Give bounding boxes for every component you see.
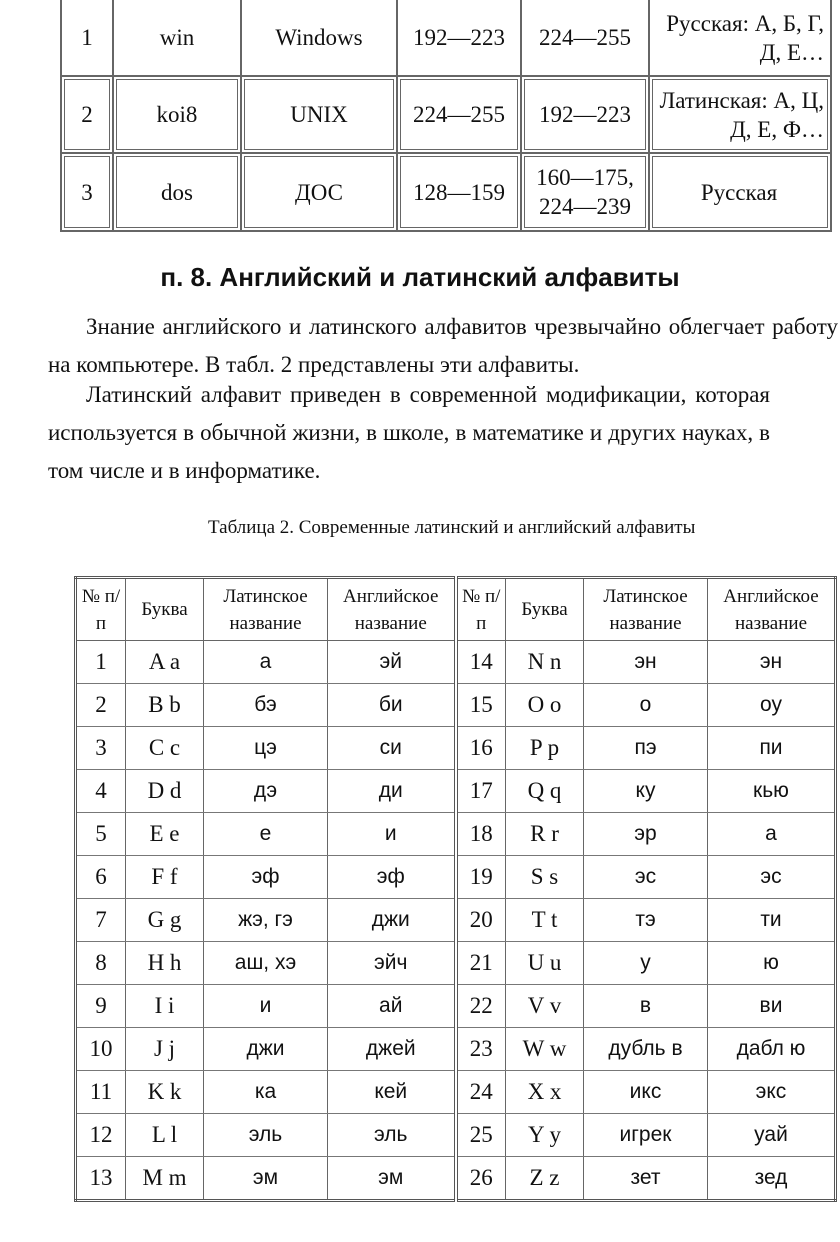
table-row	[76, 899, 836, 942]
letter: A a	[126, 641, 204, 684]
latin-name: ку	[584, 770, 708, 813]
english-name: экс	[708, 1071, 836, 1114]
latin-name: а	[204, 641, 328, 684]
header-english-2: Английское название	[708, 578, 836, 641]
row-num: 1	[76, 641, 126, 684]
table-row	[76, 856, 836, 899]
english-name: ди	[328, 770, 456, 813]
english-name: уай	[708, 1114, 836, 1157]
letter: O o	[506, 684, 584, 727]
table-row	[76, 1071, 836, 1114]
table-row	[76, 641, 836, 684]
row-num: 17	[456, 770, 506, 813]
letter: V v	[506, 985, 584, 1028]
encoding-num: 2	[61, 76, 113, 153]
header-row	[76, 578, 836, 641]
latin-name: жэ, гэ	[204, 899, 328, 942]
letter: W w	[506, 1028, 584, 1071]
english-name: эй	[328, 641, 456, 684]
header-num-2: № п/п	[456, 578, 506, 641]
latin-name: е	[204, 813, 328, 856]
row-num: 16	[456, 727, 506, 770]
header-num: № п/п	[76, 578, 126, 641]
latin-name: цэ	[204, 727, 328, 770]
english-name: пи	[708, 727, 836, 770]
letter: C c	[126, 727, 204, 770]
paragraph-2: Латинский алфавит приведен в современной модификации, которая используется в обычной жизни, в школе, в математике и других науках, в том числе и в информатике.	[48, 382, 770, 483]
english-name: оу	[708, 684, 836, 727]
row-num: 14	[456, 641, 506, 684]
section-heading: п. 8. Английский и латинский алфавиты	[160, 262, 680, 292]
encoding-num: 3	[61, 153, 113, 231]
latin-name: игрек	[584, 1114, 708, 1157]
english-name: джи	[328, 899, 456, 942]
table-row	[76, 770, 836, 813]
encoding-table	[60, 0, 832, 232]
encoding-code: koi8	[113, 76, 241, 153]
table-row	[76, 1157, 836, 1201]
letter: G g	[126, 899, 204, 942]
english-name: джей	[328, 1028, 456, 1071]
letter: D d	[126, 770, 204, 813]
latin-name: джи	[204, 1028, 328, 1071]
latin-name: эль	[204, 1114, 328, 1157]
row-num: 3	[76, 727, 126, 770]
english-name: зед	[708, 1157, 836, 1201]
row-num: 5	[76, 813, 126, 856]
latin-name: аш, хэ	[204, 942, 328, 985]
english-name: дабл ю	[708, 1028, 836, 1071]
alphabet-table-body	[76, 641, 836, 1201]
letter: I i	[126, 985, 204, 1028]
latin-name: о	[584, 684, 708, 727]
row-num: 19	[456, 856, 506, 899]
english-name: ти	[708, 899, 836, 942]
english-name: эйч	[328, 942, 456, 985]
row-num: 11	[76, 1071, 126, 1114]
letter: Z z	[506, 1157, 584, 1201]
letter: K k	[126, 1071, 204, 1114]
row-num: 10	[76, 1028, 126, 1071]
table-caption: Таблица 2. Современные латинский и английский алфавиты	[208, 517, 696, 538]
row-num: 26	[456, 1157, 506, 1201]
row-num: 8	[76, 942, 126, 985]
english-name: а	[708, 813, 836, 856]
letter: T t	[506, 899, 584, 942]
encoding-row	[61, 76, 831, 153]
latin-name: эф	[204, 856, 328, 899]
encoding-range-2: 224—255	[521, 0, 649, 76]
encoding-system: Windows	[241, 0, 397, 76]
header-english: Английское название	[328, 578, 456, 641]
letter: N n	[506, 641, 584, 684]
row-num: 23	[456, 1028, 506, 1071]
header-letter: Буква	[126, 578, 204, 641]
letter: X x	[506, 1071, 584, 1114]
latin-name: дубль в	[584, 1028, 708, 1071]
encoding-code: win	[113, 0, 241, 76]
letter: Y y	[506, 1114, 584, 1157]
latin-name: тэ	[584, 899, 708, 942]
header-letter-2: Буква	[506, 578, 584, 641]
encoding-row	[61, 0, 831, 76]
latin-name: эм	[204, 1157, 328, 1201]
encoding-range-1: 224—255	[397, 76, 521, 153]
encoding-alphabet: Русская	[649, 153, 831, 231]
latin-name: и	[204, 985, 328, 1028]
english-name: ай	[328, 985, 456, 1028]
encoding-num: 1	[61, 0, 113, 76]
row-num: 13	[76, 1157, 126, 1201]
encoding-range-1: 192—223	[397, 0, 521, 76]
letter: P p	[506, 727, 584, 770]
row-num: 7	[76, 899, 126, 942]
letter: E e	[126, 813, 204, 856]
row-num: 18	[456, 813, 506, 856]
letter: H h	[126, 942, 204, 985]
row-num: 9	[76, 985, 126, 1028]
encoding-system: ДОС	[241, 153, 397, 231]
table-row	[76, 813, 836, 856]
encoding-system: UNIX	[241, 76, 397, 153]
letter: U u	[506, 942, 584, 985]
english-name: кью	[708, 770, 836, 813]
english-name: эф	[328, 856, 456, 899]
encoding-range-2: 192—223	[521, 76, 649, 153]
letter: Q q	[506, 770, 584, 813]
english-name: би	[328, 684, 456, 727]
row-num: 22	[456, 985, 506, 1028]
latin-name: бэ	[204, 684, 328, 727]
header-latin-2: Латинское название	[584, 578, 708, 641]
english-name: ю	[708, 942, 836, 985]
english-name: эм	[328, 1157, 456, 1201]
letter: R r	[506, 813, 584, 856]
letter: F f	[126, 856, 204, 899]
row-num: 24	[456, 1071, 506, 1114]
header-latin: Латинское название	[204, 578, 328, 641]
row-num: 6	[76, 856, 126, 899]
encoding-range-1: 128—159	[397, 153, 521, 231]
english-name: ви	[708, 985, 836, 1028]
english-name: эс	[708, 856, 836, 899]
table-row	[76, 684, 836, 727]
table-row	[76, 1114, 836, 1157]
latin-name: у	[584, 942, 708, 985]
latin-name: в	[584, 985, 708, 1028]
table-row	[76, 985, 836, 1028]
letter: B b	[126, 684, 204, 727]
latin-name: эс	[584, 856, 708, 899]
letter: L l	[126, 1114, 204, 1157]
encoding-alphabet: Русская: А, Б, Г, Д, Е…	[649, 0, 831, 76]
encoding-alphabet: Латинская: А, Ц, Д, Е, Ф…	[649, 76, 831, 153]
english-name: и	[328, 813, 456, 856]
latin-name: зет	[584, 1157, 708, 1201]
encoding-code: dos	[113, 153, 241, 231]
english-name: эль	[328, 1114, 456, 1157]
english-name: эн	[708, 641, 836, 684]
encoding-row	[61, 153, 831, 231]
row-num: 21	[456, 942, 506, 985]
row-num: 25	[456, 1114, 506, 1157]
table-row	[76, 942, 836, 985]
letter: S s	[506, 856, 584, 899]
letter: M m	[126, 1157, 204, 1201]
alphabet-table	[74, 576, 837, 1202]
row-num: 15	[456, 684, 506, 727]
english-name: кей	[328, 1071, 456, 1114]
table-row	[76, 1028, 836, 1071]
encoding-range-2: 160—175, 224—239	[521, 153, 649, 231]
latin-name: дэ	[204, 770, 328, 813]
latin-name: ка	[204, 1071, 328, 1114]
row-num: 4	[76, 770, 126, 813]
latin-name: икс	[584, 1071, 708, 1114]
table-row	[76, 727, 836, 770]
row-num: 2	[76, 684, 126, 727]
row-num: 20	[456, 899, 506, 942]
row-num: 12	[76, 1114, 126, 1157]
english-name: си	[328, 727, 456, 770]
latin-name: пэ	[584, 727, 708, 770]
encoding-table-body	[61, 0, 831, 231]
paragraph-1: Знание английского и латинского алфавитов чрезвычайно облегчает работу на компьютере. В табл. 2 представлены эти алфавиты.	[48, 314, 838, 377]
latin-name: эр	[584, 813, 708, 856]
letter: J j	[126, 1028, 204, 1071]
latin-name: эн	[584, 641, 708, 684]
